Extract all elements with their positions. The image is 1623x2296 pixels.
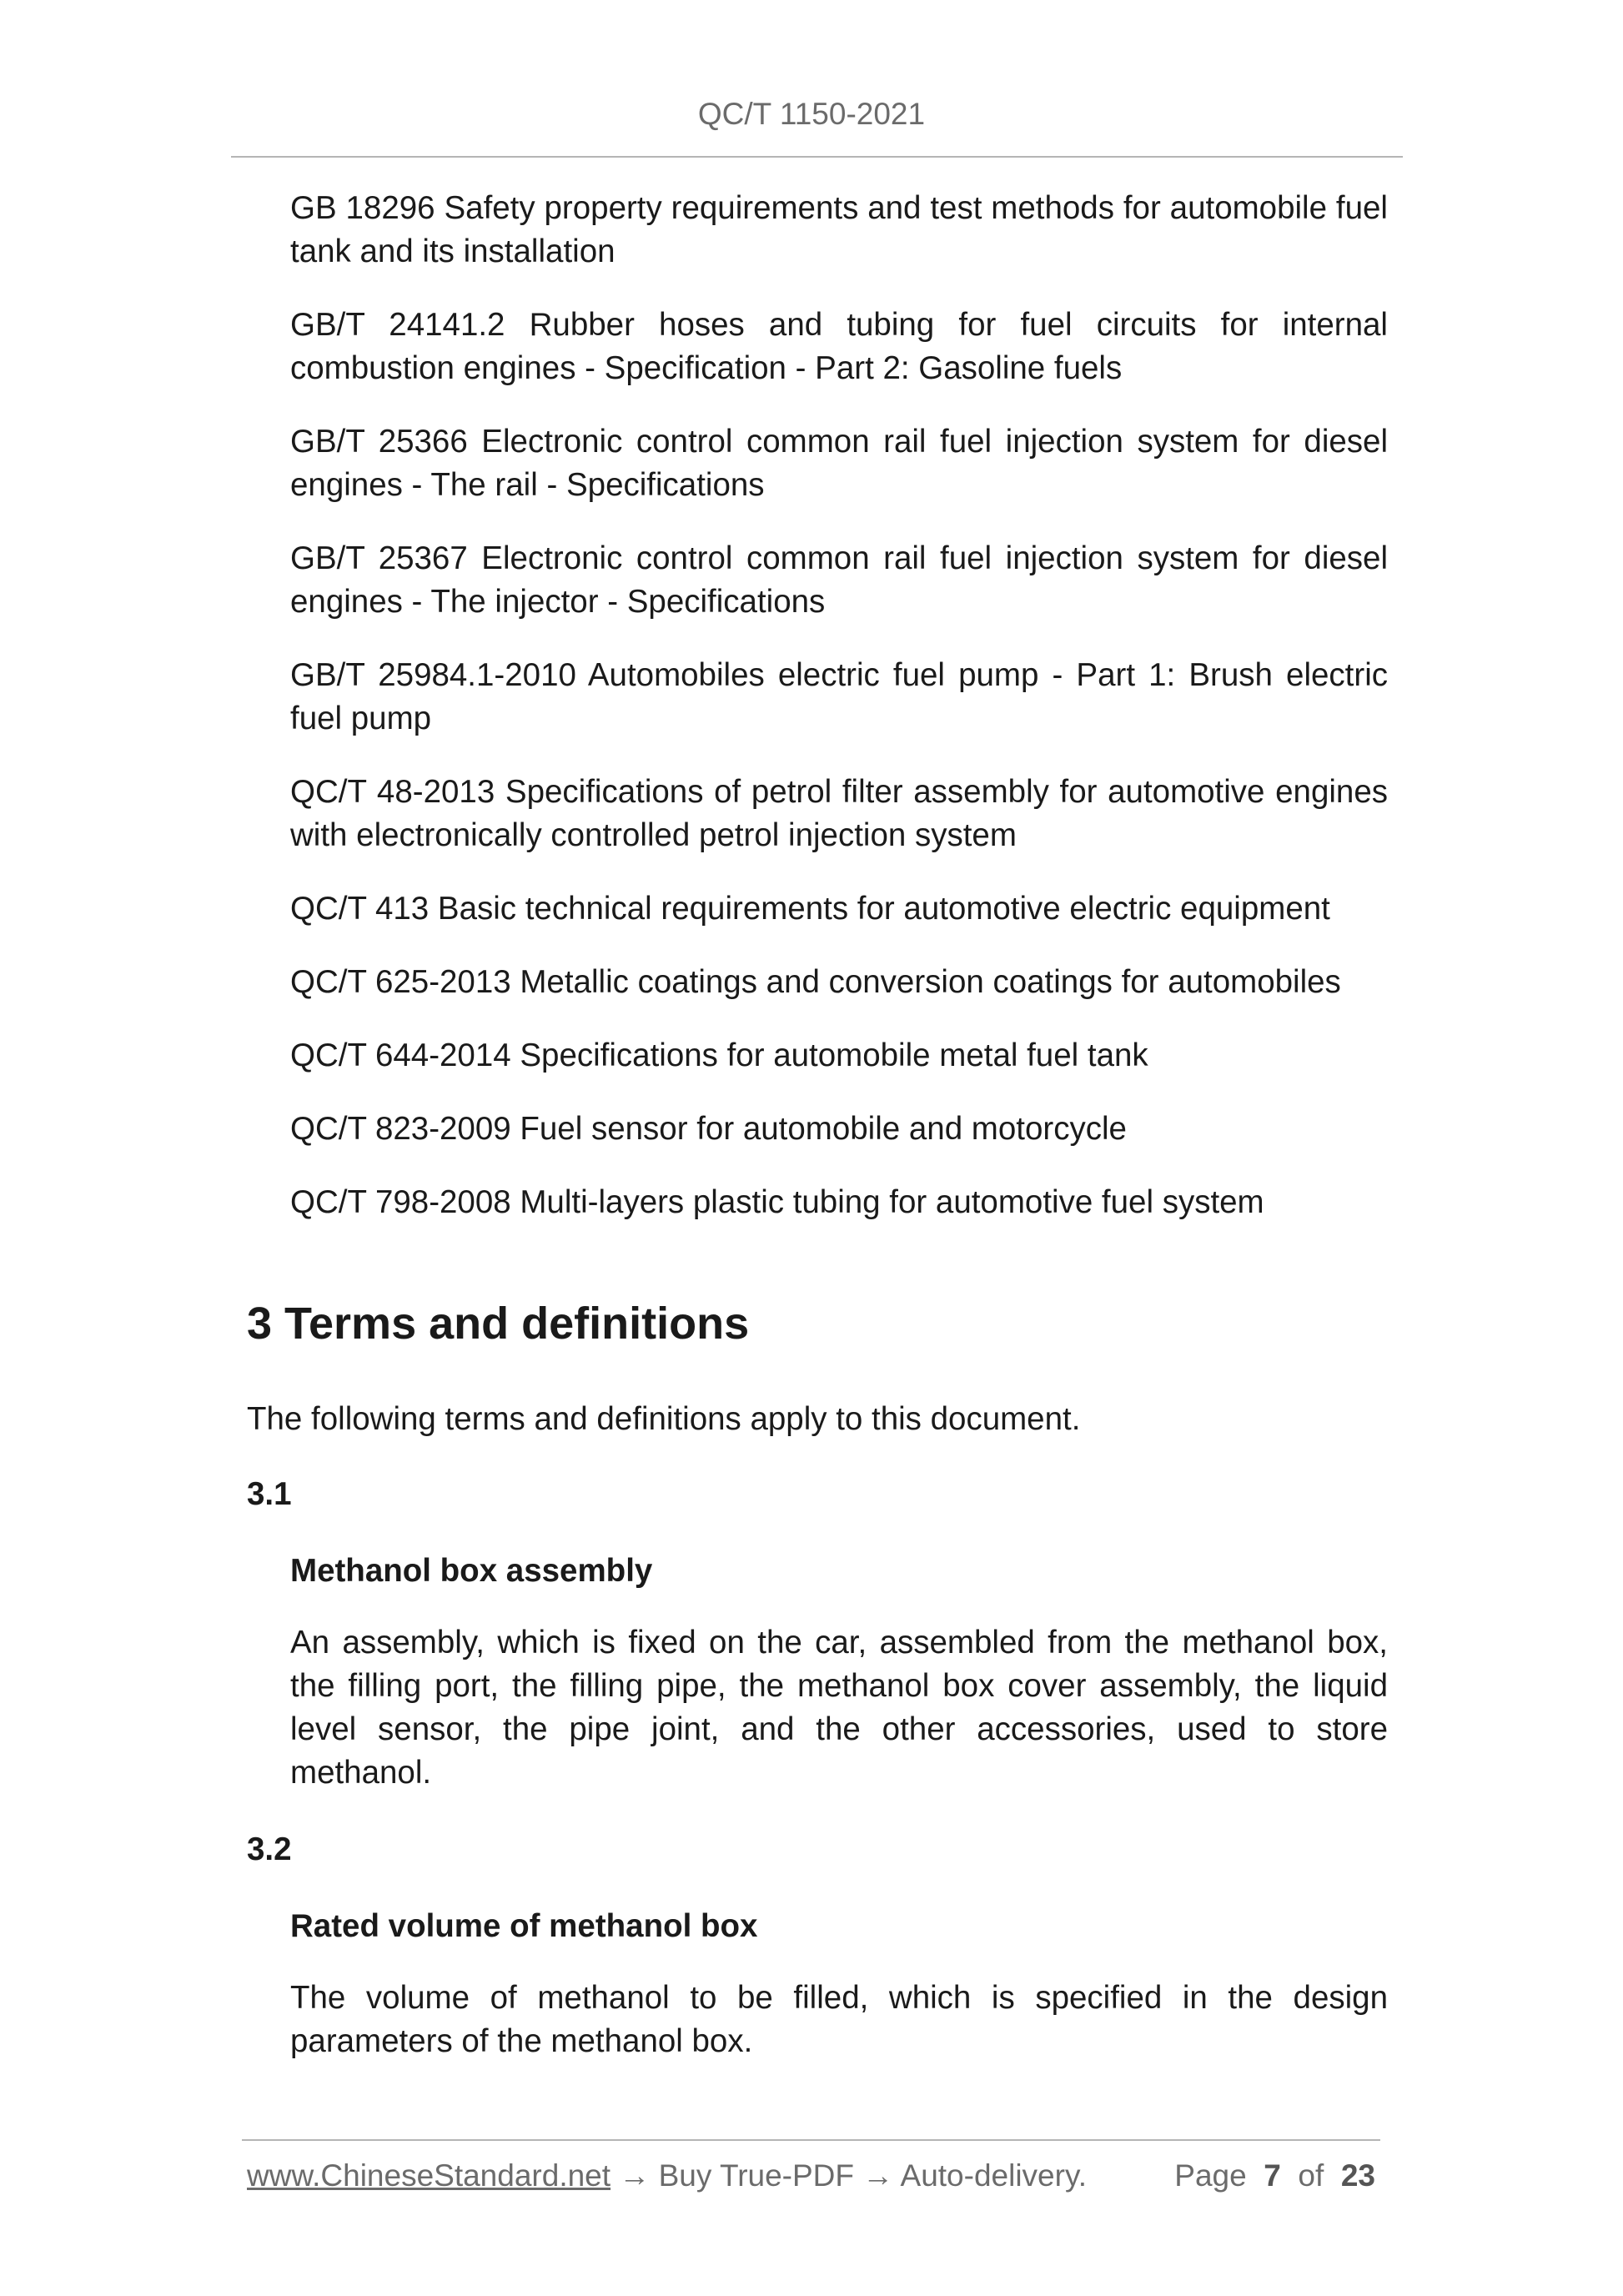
term-definition: An assembly, which is fixed on the car, assembled from the methanol box, the filling port, the filling pipe, the methanol box cover assembly, the liquid level sensor, the pipe joint, and the other accessories, used to store methanol.	[290, 1625, 1388, 1791]
of-label: of	[1298, 2158, 1324, 2193]
page-label: Page	[1174, 2158, 1247, 2193]
header-divider	[231, 156, 1403, 158]
term-definition: The volume of methanol to be filled, which is specified in the design parameters of the methanol box.	[290, 1980, 1388, 2059]
footer-divider	[242, 2139, 1380, 2141]
section-intro: The following terms and definitions apply to this document.	[247, 1401, 1081, 1437]
reference-item: GB/T 25367 Electronic control common rail fuel injection system for diesel engines - The injector - Specifications	[290, 540, 1388, 620]
page-total: 23	[1340, 2158, 1375, 2193]
reference-item: QC/T 644-2014 Specifications for automobile metal fuel tank	[290, 1037, 1148, 1073]
footer-tagline: → Buy True-PDF → Auto-delivery.	[611, 2158, 1087, 2193]
term-title: Rated volume of methanol box	[290, 1908, 758, 1944]
term-title: Methanol box assembly	[290, 1553, 653, 1589]
reference-item: QC/T 823-2009 Fuel sensor for automobile and motorcycle	[290, 1111, 1127, 1147]
normative-references-list	[290, 187, 1388, 1254]
footer-promo	[247, 2158, 1087, 2193]
reference-item: QC/T 413 Basic technical requirements for automotive electric equipment	[290, 891, 1330, 927]
reference-item: GB/T 25984.1-2010 Automobiles electric fuel pump - Part 1: Brush electric fuel pump	[290, 657, 1388, 736]
reference-item: QC/T 625-2013 Metallic coatings and conversion coatings for automobiles	[290, 964, 1341, 1000]
page-indicator	[1174, 2158, 1375, 2193]
website-link[interactable]: www.ChineseStandard.net	[247, 2158, 611, 2193]
reference-item: GB 18296 Safety property requirements and test methods for automobile fuel tank and its installation	[290, 190, 1388, 269]
reference-item: GB/T 24141.2 Rubber hoses and tubing for fuel circuits for internal combustion engines - Specification - Part 2: Gasoline fuels	[290, 307, 1388, 386]
reference-item: QC/T 48-2013 Specifications of petrol filter assembly for automotive engines with electronically controlled petrol injection system	[290, 774, 1388, 853]
page-header: QC/T 1150-2021	[697, 97, 926, 131]
reference-item: QC/T 798-2008 Multi-layers plastic tubing for automotive fuel system	[290, 1184, 1264, 1220]
term-number: 3.1	[247, 1476, 292, 1512]
section-heading: 3 Terms and definitions	[247, 1299, 750, 1349]
reference-item: GB/T 25366 Electronic control common rail fuel injection system for diesel engines - The rail - Specifications	[290, 424, 1388, 503]
term-number: 3.2	[247, 1831, 292, 1867]
page-current: 7	[1264, 2158, 1281, 2193]
